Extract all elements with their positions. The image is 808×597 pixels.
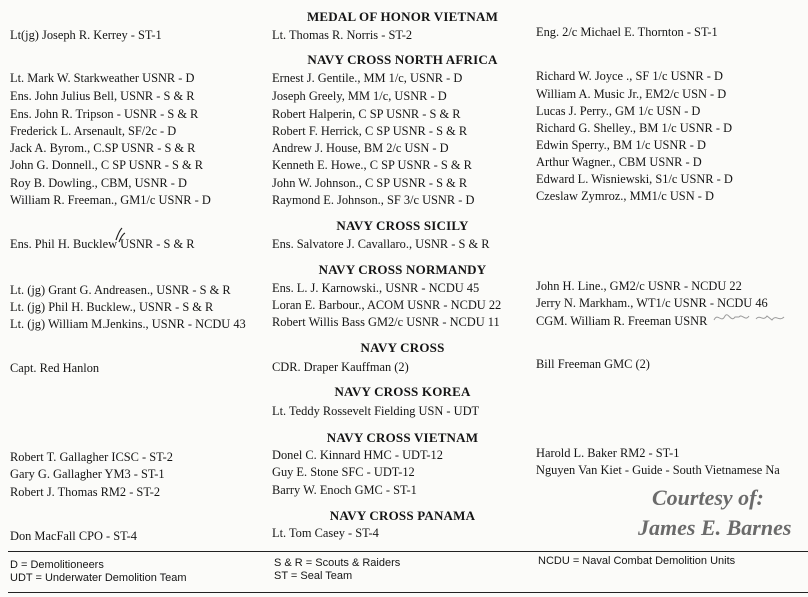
list-item: Ens. Phil H. Bucklew USNR - S & R	[10, 237, 195, 251]
courtesy-line-2: James E. Barnes	[638, 515, 792, 540]
list-item: Edwin Sperry., BM 1/c USNR - D	[536, 138, 706, 152]
list-item: Czeslaw Zymroz., MM1/c USN - D	[536, 189, 714, 203]
list-item: Robert Willis Bass GM2/c USNR - NCDU 11	[272, 315, 500, 329]
courtesy-line-1: Courtesy of:	[652, 485, 764, 510]
list-item: Ens. John Julius Bell, USNR - S & R	[10, 89, 195, 103]
list-item: Lucas J. Perry., GM 1/c USN - D	[536, 104, 701, 118]
list-item: Ens. L. J. Karnowski., USNR - NCDU 45	[272, 281, 480, 295]
list-item: Lt. Tom Casey - ST-4	[272, 526, 379, 540]
section-title: NAVY CROSS NORTH AFRICA	[307, 52, 498, 67]
list-item: Lt. Teddy Rossevelt Fielding USN - UDT	[272, 404, 480, 418]
list-item: Arthur Wagner., CBM USNR - D	[536, 155, 702, 169]
list-item: Ens. John R. Tripson - USNR - S & R	[10, 107, 199, 121]
section-title: NAVY CROSS	[360, 340, 445, 355]
list-item: Guy E. Stone SFC - UDT-12	[272, 465, 415, 479]
list-item: Lt. (jg) Phil H. Bucklew., USNR - S & R	[10, 300, 214, 314]
list-item: Donel C. Kinnard HMC - UDT-12	[272, 448, 443, 462]
handwritten-mark	[113, 226, 127, 246]
section-title: MEDAL OF HONOR VIETNAM	[306, 9, 499, 24]
legend-item: NCDU = Naval Combat Demolition Units	[538, 555, 736, 567]
section-title: NAVY CROSS SICILY	[336, 218, 469, 233]
list-item: Jerry N. Markham., WT1/c USNR - NCDU 46	[536, 296, 768, 310]
list-item: John G. Donnell., C SP USNR - S & R	[10, 158, 204, 172]
legend-item: ST = Seal Team	[274, 570, 353, 582]
list-item: CDR. Draper Kauffman (2)	[272, 360, 409, 374]
list-item: William R. Freeman., GM1/c USNR - D	[10, 193, 211, 207]
list-item: Loran E. Barbour., ACOM USNR - NCDU 22	[272, 298, 502, 312]
list-item: Andrew J. House, BM 2/c USN - D	[272, 141, 449, 155]
list-item: Capt. Red Hanlon	[10, 361, 100, 375]
list-item: Joseph Greely, MM 1/c, USNR - D	[272, 89, 447, 103]
list-item: John H. Line., GM2/c USNR - NCDU 22	[536, 279, 742, 293]
list-item: Ens. Salvatore J. Cavallaro., USNR - S & R	[272, 237, 490, 251]
list-item: Lt. Thomas R. Norris - ST-2	[272, 28, 413, 42]
list-item: Harold L. Baker RM2 - ST-1	[536, 446, 680, 460]
list-item: Edward L. Wisniewski, S1/c USNR - D	[536, 172, 733, 186]
list-item: Robert F. Herrick, C SP USNR - S & R	[272, 124, 468, 138]
section-title: NAVY CROSS VIETNAM	[326, 430, 479, 445]
list-item: Robert J. Thomas RM2 - ST-2	[10, 485, 161, 499]
list-item: Jack A. Byrom., C.SP USNR - S & R	[10, 141, 196, 155]
list-item: Kenneth E. Howe., C SP USNR - S & R	[272, 158, 472, 172]
list-item: Barry W. Enoch GMC - ST-1	[272, 483, 417, 497]
list-item: CGM. William R. Freeman USNR	[536, 314, 708, 328]
section-title: NAVY CROSS KOREA	[334, 384, 471, 399]
list-item: Lt. (jg) William M.Jenkins., USNR - NCDU 43	[10, 317, 246, 331]
list-item: Ernest J. Gentile., MM 1/c, USNR - D	[272, 71, 463, 85]
list-item: Don MacFall CPO - ST-4	[10, 529, 137, 543]
list-item: Lt(jg) Joseph R. Kerrey - ST-1	[10, 28, 162, 42]
list-item: Roy B. Dowling., CBM, USNR - D	[10, 176, 187, 190]
list-item: Frederick L. Arsenault, SF/2c - D	[10, 124, 177, 138]
section-title: NAVY CROSS NORMANDY	[318, 262, 487, 277]
list-item: William A. Music Jr., EM2/c USN - D	[536, 87, 727, 101]
list-item: Richard G. Shelley., BM 1/c USNR - D	[536, 121, 733, 135]
handwritten-scrawl	[712, 310, 792, 328]
section-title: NAVY CROSS PANAMA	[329, 508, 476, 523]
list-item: Eng. 2/c Michael E. Thornton - ST-1	[536, 25, 718, 39]
list-item: Raymond E. Johnson., SF 3/c USNR - D	[272, 193, 475, 207]
list-item: Richard W. Joyce ., SF 1/c USNR - D	[536, 69, 723, 83]
list-item: Lt. Mark W. Starkweather USNR - D	[10, 71, 195, 85]
list-item: John W. Johnson., C SP USNR - S & R	[272, 176, 468, 190]
legend-item: D = Demolitioneers	[10, 559, 104, 571]
list-item: Robert Halperin, C SP USNR - S & R	[272, 107, 461, 121]
list-item: Gary G. Gallagher YM3 - ST-1	[10, 467, 165, 481]
list-item: Nguyen Van Kiet - Guide - South Vietnamese Na	[536, 463, 780, 477]
list-item: Lt. (jg) Grant G. Andreasen., USNR - S & R	[10, 283, 231, 297]
list-item: Bill Freeman GMC (2)	[536, 357, 650, 371]
legend-item: UDT = Underwater Demolition Team	[10, 572, 187, 584]
list-item: Robert T. Gallagher ICSC - ST-2	[10, 450, 173, 464]
legend-item: S & R = Scouts & Raiders	[274, 557, 401, 569]
